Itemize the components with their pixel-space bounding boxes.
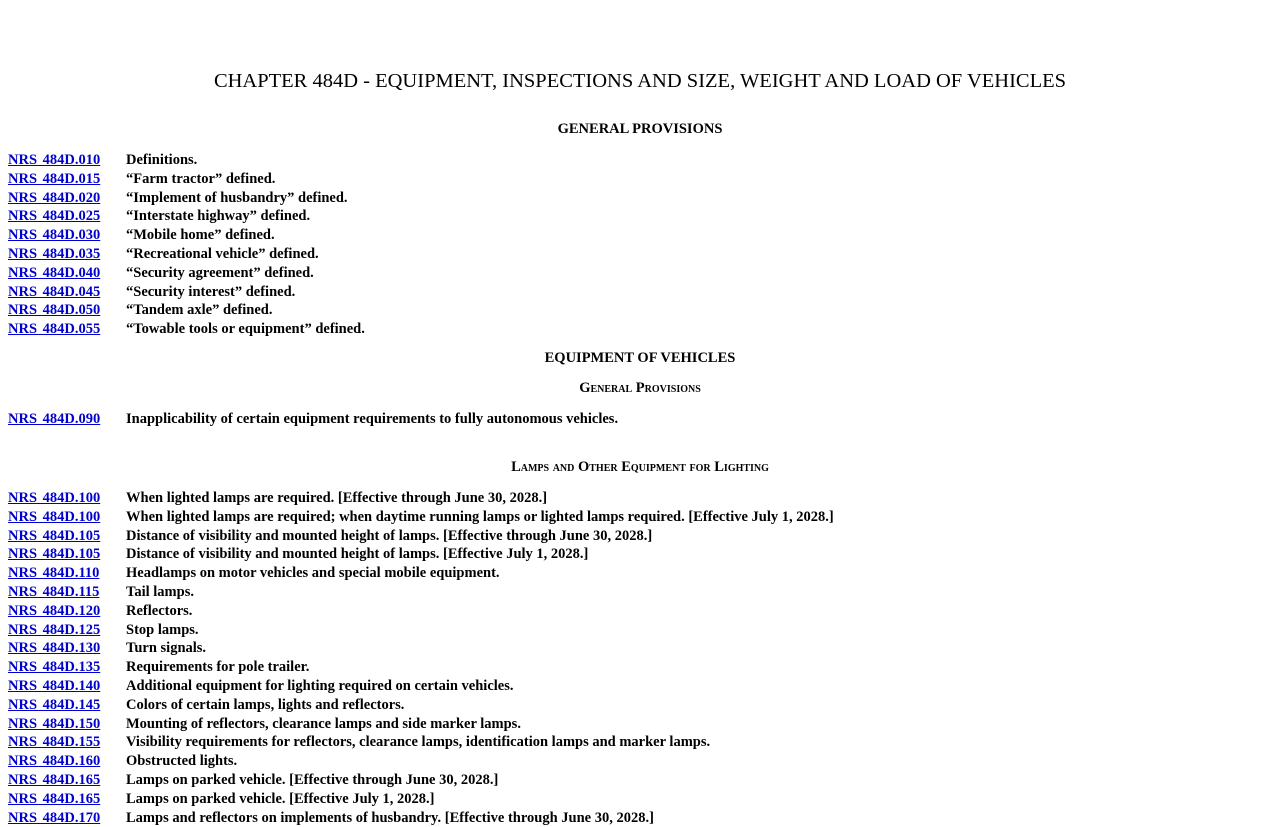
section-link[interactable]: NRS 484D.155 <box>8 734 101 751</box>
section-title: “Farm tractor” defined. <box>126 170 276 187</box>
toc-row <box>8 527 834 546</box>
toc-row <box>8 301 365 320</box>
section-link[interactable]: NRS 484D.140 <box>8 677 101 694</box>
section-link[interactable]: NRS 484D.040 <box>8 264 101 281</box>
section-title: Reflectors. <box>126 602 193 619</box>
section-link[interactable]: NRS 484D.100 <box>8 490 101 506</box>
toc-row <box>8 564 834 583</box>
section-title: “Recreational vehicle” defined. <box>126 245 319 262</box>
section-title: Colors of certain lamps, lights and reflectors. <box>126 696 405 713</box>
toc-row <box>8 752 834 771</box>
section-title: “Security agreement” defined. <box>126 264 314 281</box>
section-link[interactable]: NRS 484D.115 <box>8 583 100 600</box>
toc-row <box>8 226 365 245</box>
toc-row <box>8 545 834 564</box>
section-link[interactable]: NRS 484D.035 <box>8 245 101 262</box>
toc-list-lamps <box>8 489 834 827</box>
section-link[interactable]: NRS 484D.025 <box>8 208 101 225</box>
section-link[interactable]: NRS 484D.135 <box>8 659 101 676</box>
toc-row <box>8 696 834 715</box>
section-link[interactable]: NRS 484D.055 <box>8 321 101 338</box>
toc-row <box>8 715 834 734</box>
section-link[interactable]: NRS 484D.010 <box>8 152 101 168</box>
section-title: Definitions. <box>126 152 198 168</box>
toc-row <box>8 658 834 677</box>
section-title: “Mobile home” defined. <box>126 227 275 244</box>
section-title: Additional equipment for lighting required on certain vehicles. <box>126 677 514 694</box>
section-link[interactable]: NRS 484D.105 <box>8 527 101 544</box>
toc-row <box>8 264 365 283</box>
section-link[interactable]: NRS 484D.130 <box>8 640 101 657</box>
toc-row <box>8 583 834 602</box>
toc-row <box>8 207 365 226</box>
section-link[interactable]: NRS 484D.105 <box>8 546 101 563</box>
subheading-lamps: Lamps and Other Equipment for Lighting <box>511 459 769 475</box>
section-title: Tail lamps. <box>126 583 194 600</box>
section-title: When lighted lamps are required. [Effective through June 30, 2028.] <box>126 490 548 506</box>
toc-row <box>8 189 365 208</box>
section-link[interactable]: NRS 484D.160 <box>8 753 101 770</box>
section-title: Obstructed lights. <box>126 753 238 770</box>
section-heading-equipment-of-vehicles: EQUIPMENT OF VEHICLES <box>544 350 736 366</box>
section-link[interactable]: NRS 484D.145 <box>8 696 101 713</box>
section-title: “Implement of husbandry” defined. <box>126 189 348 206</box>
section-link[interactable]: NRS 484D.015 <box>8 170 101 187</box>
chapter-title: CHAPTER 484D - EQUIPMENT, INSPECTIONS AND SIZE, WEIGHT AND LOAD OF VEHICLES <box>213 70 1067 92</box>
section-title: Distance of visibility and mounted height of lamps. [Effective through June 30, 2028.] <box>126 527 653 544</box>
section-title: “Tandem axle” defined. <box>126 302 273 319</box>
section-title: Lamps on parked vehicle. [Effective July 1, 2028.] <box>126 790 435 807</box>
section-link[interactable]: NRS 484D.165 <box>8 771 101 788</box>
section-link[interactable]: NRS 484D.110 <box>8 565 100 582</box>
section-heading-general-provisions: GENERAL PROVISIONS <box>557 121 723 137</box>
toc-row <box>8 639 834 658</box>
toc-row <box>8 602 834 621</box>
toc-row <box>8 790 834 809</box>
toc-row <box>8 410 618 429</box>
section-title: Headlamps on motor vehicles and special mobile equipment. <box>126 565 500 582</box>
subheading-general-provisions: General Provisions <box>579 380 701 396</box>
section-link[interactable]: NRS 484D.150 <box>8 715 101 732</box>
section-link[interactable]: NRS 484D.170 <box>8 809 101 826</box>
toc-row <box>8 677 834 696</box>
section-title: Lamps on parked vehicle. [Effective through June 30, 2028.] <box>126 771 499 788</box>
section-title: When lighted lamps are required; when daytime running lamps or lighted lamps required. [Effective July 1, 2028.] <box>126 508 834 525</box>
section-link[interactable]: NRS 484D.090 <box>8 411 101 427</box>
section-title: “Security interest” defined. <box>126 283 296 300</box>
section-title: Distance of visibility and mounted height of lamps. [Effective July 1, 2028.] <box>126 546 589 563</box>
section-title: Requirements for pole trailer. <box>126 659 310 676</box>
section-title: “Interstate highway” defined. <box>126 208 311 225</box>
section-title: Visibility requirements for reflectors, clearance lamps, identification lamps and marker lamps. <box>126 734 711 751</box>
toc-row <box>8 151 365 170</box>
toc-row <box>8 283 365 302</box>
toc-row <box>8 245 365 264</box>
section-link[interactable]: NRS 484D.045 <box>8 283 101 300</box>
section-title: Stop lamps. <box>126 621 199 638</box>
section-link[interactable]: NRS 484D.125 <box>8 621 101 638</box>
section-title: Mounting of reflectors, clearance lamps and side marker lamps. <box>126 715 521 732</box>
section-link[interactable]: NRS 484D.050 <box>8 302 101 319</box>
toc-row <box>8 771 834 790</box>
section-link[interactable]: NRS 484D.030 <box>8 227 101 244</box>
toc-list-equipment <box>8 410 618 429</box>
section-link[interactable]: NRS 484D.165 <box>8 790 101 807</box>
toc-row <box>8 508 834 527</box>
section-title: Inapplicability of certain equipment requirements to fully autonomous vehicles. <box>126 411 619 427</box>
toc-row <box>8 170 365 189</box>
section-title: “Towable tools or equipment” defined. <box>126 321 365 338</box>
toc-row <box>8 809 834 827</box>
section-link[interactable]: NRS 484D.100 <box>8 508 101 525</box>
toc-list-general <box>8 151 365 339</box>
section-link[interactable]: NRS 484D.120 <box>8 602 101 619</box>
section-link[interactable]: NRS 484D.020 <box>8 189 101 206</box>
toc-row <box>8 320 365 339</box>
toc-row <box>8 621 834 640</box>
toc-row <box>8 489 834 508</box>
section-title: Turn signals. <box>126 640 207 657</box>
section-title: Lamps and reflectors on implements of husbandry. [Effective through June 30, 2028.] <box>126 809 654 826</box>
toc-row <box>8 733 834 752</box>
